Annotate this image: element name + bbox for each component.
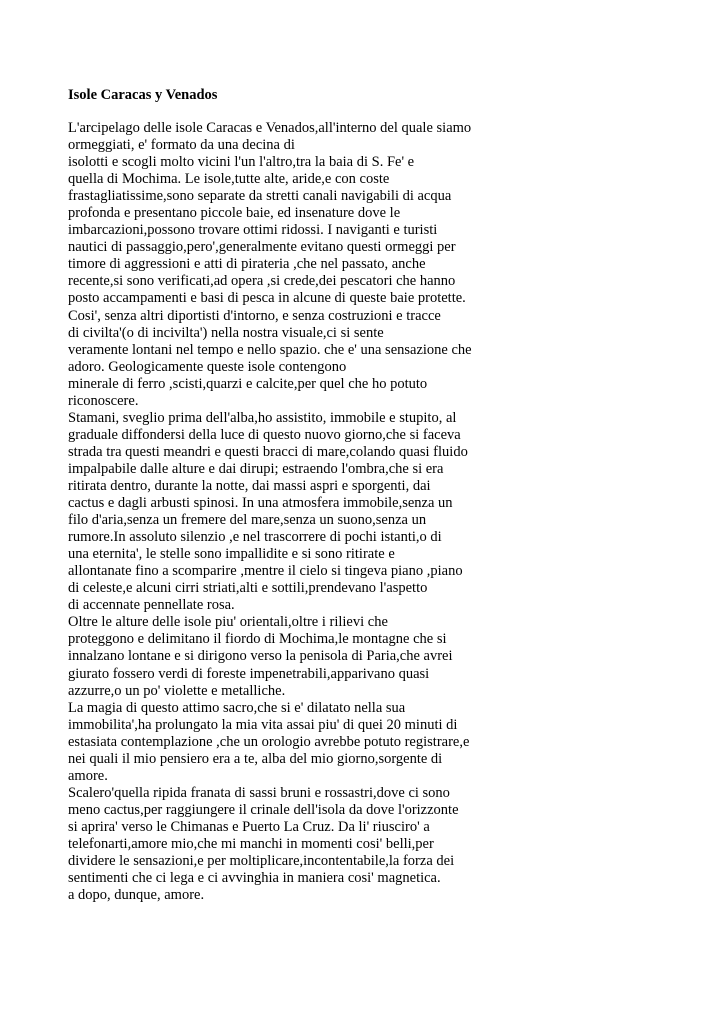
text-line: quella di Mochima. Le isole,tutte alte, aride,e con coste <box>68 171 390 188</box>
text-line: Scalero'quella ripida franata di sassi bruni e rossastri,dove ci sono <box>68 784 450 801</box>
text-line: Stamani, sveglio prima dell'alba,ho assistito, immobile e stupito, al <box>68 409 457 426</box>
text-line: recente,si sono verificati,ad opera ,si crede,dei pescatori che hanno <box>68 273 456 290</box>
text-line: ritirata dentro, durante la notte, dai massi aspri e sporgenti, dai <box>68 477 431 494</box>
text-line: Cosi', senza altri diportisti d'intorno, e senza costruzioni e tracce <box>68 307 441 324</box>
text-line: impalpabile dalle alture e dai dirupi; estraendo l'ombra,che si era <box>68 460 444 477</box>
text-line: giurato fossero verdi di foreste impenetrabili,apparivano quasi <box>68 665 430 682</box>
text-line: immobilita',ha prolungato la mia vita assai piu' di quei 20 minuti di <box>68 716 458 733</box>
text-line: nautici di passaggio,pero',generalmente evitano questi ormeggi per <box>68 239 456 256</box>
document-body <box>68 120 708 904</box>
text-line: una eternita', le stelle sono impallidite e si sono ritirate e <box>68 546 395 563</box>
text-line: estasiata contemplazione ,che un orologio avrebbe potuto registrare,e <box>68 733 470 750</box>
text-line: amore. <box>68 767 108 784</box>
text-line: ormeggiati, e' formato da una decina di <box>68 137 295 154</box>
text-line: nei quali il mio pensiero era a te, alba del mio giorno,sorgente di <box>68 750 443 767</box>
text-line: cactus e dagli arbusti spinosi. In una atmosfera immobile,senza un <box>68 495 453 512</box>
text-line: di accennate pennellate rosa. <box>68 597 235 614</box>
text-line: adoro. Geologicamente queste isole contengono <box>68 358 347 375</box>
text-line: allontanate fino a scomparire ,mentre il cielo si tingeva piano ,piano <box>68 563 463 580</box>
text-line: sentimenti che ci lega e ci avvinghia in maniera cosi' magnetica. <box>68 870 441 887</box>
text-line: Oltre le alture delle isole piu' orientali,oltre i rilievi che <box>68 614 388 631</box>
text-line: La magia di questo attimo sacro,che si e' dilatato nella sua <box>68 699 406 716</box>
text-line: veramente lontani nel tempo e nello spazio. che e' una sensazione che <box>68 341 472 358</box>
text-line: innalzano lontane e si dirigono verso la penisola di Paria,che avrei <box>68 648 453 665</box>
text-line: timore di aggressioni e atti di pirateria ,che nel passato, anche <box>68 256 426 273</box>
text-line: L'arcipelago delle isole Caracas e Venados,all'interno del quale siamo <box>68 120 472 136</box>
text-line: telefonarti,amore mio,che mi manchi in momenti cosi' belli,per <box>68 835 434 852</box>
text-line: graduale diffondersi della luce di questo nuovo giorno,che si faceva <box>68 426 461 443</box>
text-line: posto accampamenti e basi di pesca in alcune di queste baie protette. <box>68 290 466 307</box>
text-line: riconoscere. <box>68 392 139 409</box>
text-line: isolotti e scogli molto vicini l'un l'altro,tra la baia di S. Fe' e <box>68 154 415 171</box>
text-line: di celeste,e alcuni cirri striati,alti e sottili,prendevano l'aspetto <box>68 580 428 597</box>
text-line: a dopo, dunque, amore. <box>68 887 205 904</box>
text-line: proteggono e delimitano il fiordo di Mochima,le montagne che si <box>68 631 447 648</box>
document-title: Isole Caracas y Venados <box>68 87 218 103</box>
text-line: rumore.In assoluto silenzio ,e nel trascorrere di pochi istanti,o di <box>68 529 442 546</box>
text-line: si aprira' verso le Chimanas e Puerto La Cruz. Da li' riusciro' a <box>68 818 430 835</box>
text-line: meno cactus,per raggiungere il crinale dell'isola da dove l'orizzonte <box>68 801 459 818</box>
text-line: frastagliatissime,sono separate da stretti canali navigabili di acqua <box>68 188 452 205</box>
text-line: dividere le sensazioni,e per moltiplicare,incontentabile,la forza dei <box>68 853 455 870</box>
text-line: azzurre,o un po' violette e metalliche. <box>68 682 286 699</box>
text-line: di civilta'(o di incivilta') nella nostra visuale,ci si sente <box>68 324 384 341</box>
text-line: profonda e presentano piccole baie, ed insenature dove le <box>68 205 401 222</box>
text-line: strada tra questi meandri e questi bracci di mare,colando quasi fluido <box>68 443 468 460</box>
text-line: filo d'aria,senza un fremere del mare,senza un suono,senza un <box>68 512 427 529</box>
text-line: imbarcazioni,possono trovare ottimi ridossi. I naviganti e turisti <box>68 222 438 239</box>
text-line: minerale di ferro ,scisti,quarzi e calcite,per quel che ho potuto <box>68 375 428 392</box>
